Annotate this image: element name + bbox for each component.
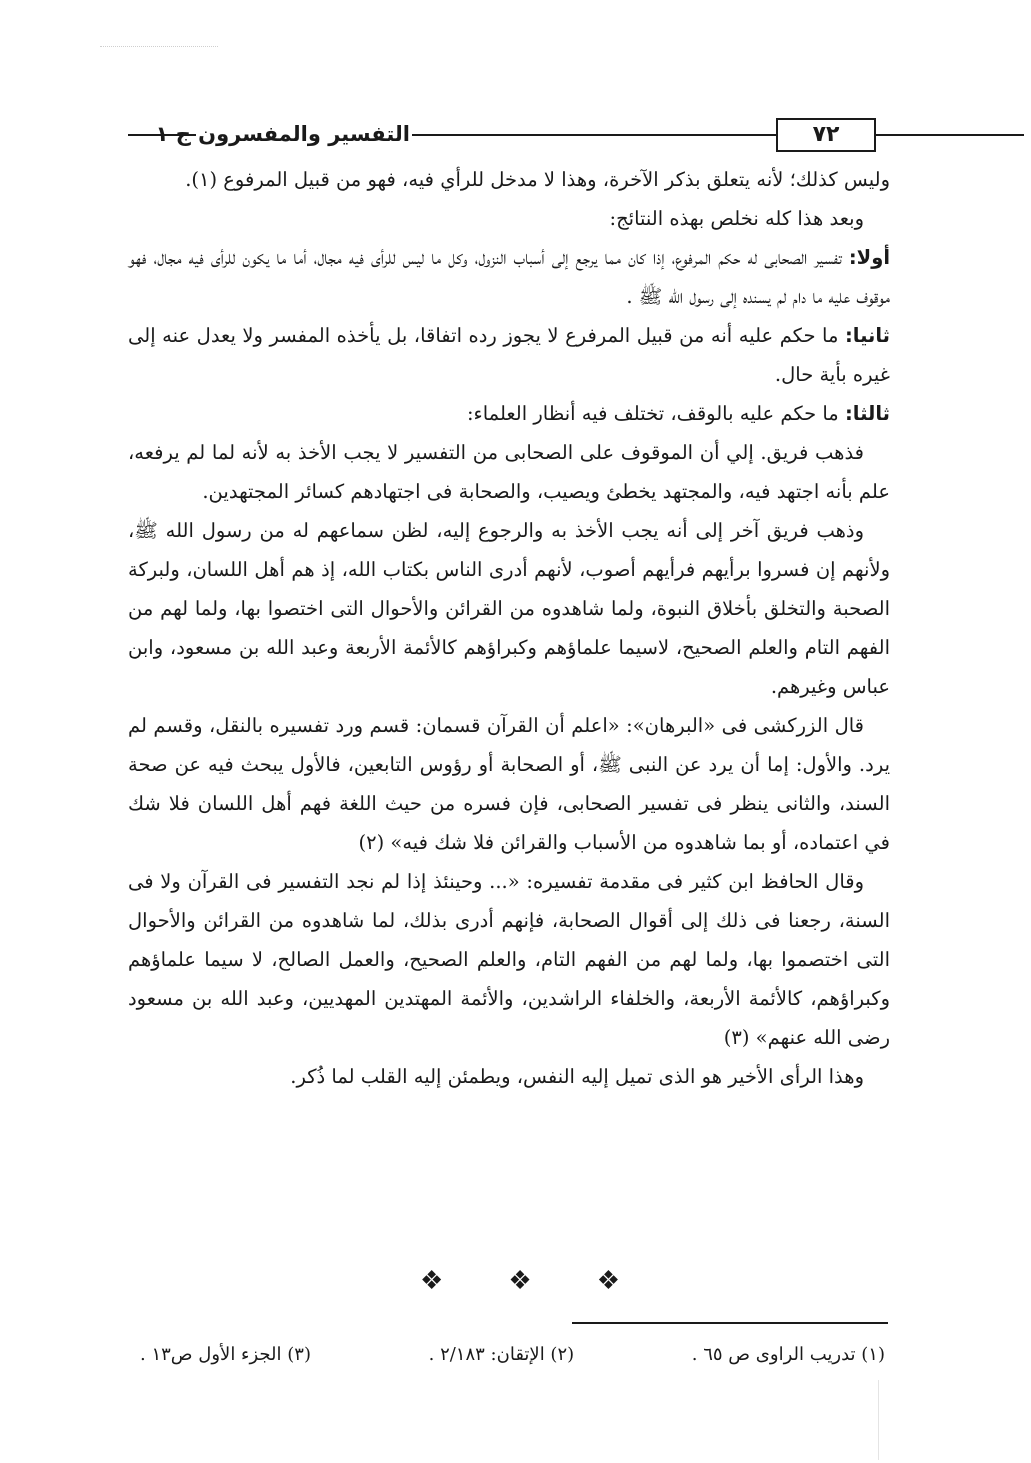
paragraph-p2 <box>128 199 890 238</box>
paragraph-p5 <box>128 394 890 433</box>
paragraph-p1 <box>128 160 890 199</box>
section-ornaments <box>420 1266 620 1296</box>
paragraph-p6 <box>128 433 890 511</box>
paragraph-text: وليس كذلك؛ لأنه يتعلق بذكر الآخرة، وهذا لا مدخل للرأي فيه، فهو من قبيل المرفوع (١). <box>185 168 890 191</box>
header-rule-right <box>874 134 1024 136</box>
paragraph-lead: ثالثا: <box>844 402 890 425</box>
ornament-icon: ❖ <box>596 1266 620 1296</box>
paragraph-text: وبعد هذا كله نخلص بهذه النتائج: <box>609 207 864 230</box>
footnotes <box>140 1340 885 1370</box>
paragraph-text: فذهب فريق. إلي أن الموقوف على الصحابى من التفسير لا يجب الأخذ به لأنه لما لم يرفعه، علم بأنه اجتهد فيه، والمجتهد يخطئ ويصيب، والصحابة فى اجتهادهم كسائر المجتهدين. <box>128 441 890 503</box>
ornament-icon: ❖ <box>508 1266 532 1296</box>
footnote-1: (١) تدريب الراوى ص ٦٥ . <box>691 1344 885 1365</box>
paragraph-p9 <box>128 862 890 1057</box>
paragraph-text: وذهب فريق آخر إلى أنه يجب الأخذ به والرجوع إليه، لظن سماعهم له من رسول الله ﷺ، ولأنهم إن فسروا برأيهم فرأيهم أصوب، لأنهم أدرى الناس بكتاب الله، إذ هم أهل اللسان، ولبركة الصحبة والتخلق بأخلاق النبوة، ولما شاهدوه من القرائن والأحوال التى اختصوا بها، ولما لهم من الفهم التام والعلم الصحيح، لاسيما علماؤهم وكبراؤهم كالأئمة الأربعة وعبد الله بن مسعود، وابن عباس وغيرهم. <box>128 519 890 698</box>
ornament-icon: ❖ <box>420 1266 444 1296</box>
running-title: التفسير والمفسرون ج ١ <box>155 122 410 146</box>
paragraph-p7 <box>128 511 890 706</box>
paragraph-text: قال الزركشى فى «البرهان»: «اعلم أن القرآن قسمان: قسم ورد تفسيره بالنقل، وقسم لم يرد. والأول: إما أن يرد عن النبى ﷺ، أو الصحابة أو رؤوس التابعين، فالأول يبحث فيه عن صحة السند، والثانى ينظر فى تفسير الصحابى، فإن فسره من حيث اللغة فهم أهل اللسان فلا شك في اعتماده، أو بما شاهدوه من الأسباب والقرائن فلا شك فيه» (٢) <box>128 714 890 854</box>
page-header <box>128 118 900 152</box>
paragraph-p4 <box>128 316 890 394</box>
paragraph-p8 <box>128 706 890 862</box>
footnote-3: (٣) الجزء الأول ص١٣ . <box>140 1344 311 1365</box>
page-number: ٧٢ <box>776 118 876 152</box>
paragraph-p3 <box>128 238 890 316</box>
paragraph-text: ما حكم عليه أنه من قبيل المرفرع لا يجوز رده اتفاقا، بل يأخذه المفسر ولا يعدل عنه إلى غيره بأية حال. <box>128 324 890 386</box>
paragraph-text: وقال الحافظ ابن كثير فى مقدمة تفسيره: «... وحينئذ إذا لم نجد التفسير فى القرآن ولا فى السنة، رجعنا فى ذلك إلى أقوال الصحابة، فإنهم أدرى بذلك، لما شاهدوه من القرائن والأحوال التى اختصموا بها، ولما لهم من الفهم التام، والعلم الصحيح، والعمل الصالح، لا سيما علماؤهم وكبراؤهم، كالأئمة الأربعة، والخلفاء الراشدين، والأئمة المهتدين المهديين، وعبد الله بن مسعود رضى الله عنهم» (٣) <box>128 870 890 1049</box>
paragraph-text: ما حكم عليه بالوقف، تختلف فيه أنظار العلماء: <box>466 402 845 425</box>
body-text <box>128 160 890 1096</box>
paragraph-lead: ثانيا: <box>844 324 890 347</box>
paragraph-p10 <box>128 1057 890 1096</box>
paragraph-lead: أولا: <box>848 246 890 269</box>
footnote-2: (٢) الإتقان: ٢/١٨٣ . <box>428 1344 575 1365</box>
scan-mark <box>100 46 218 47</box>
paragraph-text: تفسير الصحابى له حكم المرفوع، إذا كان مما يرجع إلى أسباب النزول، وكل ما ليس للرأى فيه مجال، أما ما يكون للرأى فيه مجال، فهو موقوف عليه ما دام لم يسنده إلى رسول الله ﷺ . <box>128 246 890 308</box>
footnote-separator <box>572 1322 888 1324</box>
scan-edge-line <box>878 1380 879 1460</box>
paragraph-text: وهذا الرأى الأخير هو الذى تميل إليه النفس، ويطمئن إليه القلب لما ذُكر. <box>290 1065 864 1088</box>
